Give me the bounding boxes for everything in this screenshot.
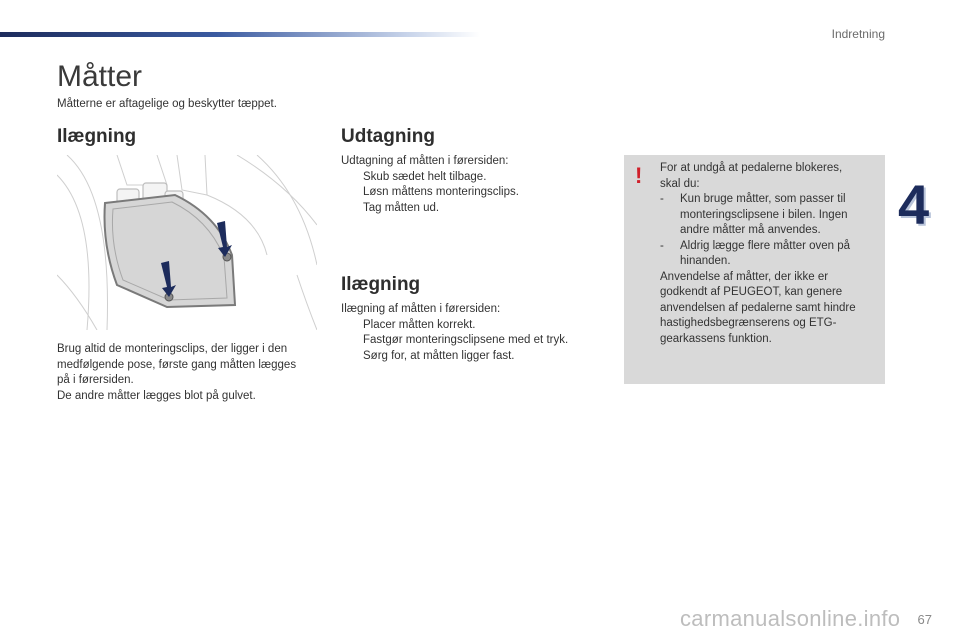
note-line: skal du:	[660, 177, 700, 190]
step-item	[341, 201, 611, 217]
note-item	[660, 239, 878, 270]
watermark: carmanualsonline.info	[680, 606, 901, 631]
note-line: For at undgå at pedalerne blokeres,	[660, 162, 843, 174]
install-caption	[57, 342, 322, 404]
caption-line: på i førersiden.	[57, 374, 134, 386]
warning-note	[624, 155, 885, 384]
note-line: hastighedsbegrænserens og ETG-	[660, 317, 837, 329]
note-item-line: hinanden.	[680, 255, 731, 267]
note-line: anvendelsen af pedalerne samt hindre	[660, 301, 856, 314]
dash-marker: -	[660, 193, 664, 205]
step-item	[341, 333, 611, 349]
note-line: Anvendelse af måtter, der ikke er	[660, 270, 829, 283]
step-item	[341, 185, 611, 201]
step-text: Sørg for, at måtten ligger fast.	[363, 349, 515, 362]
page-title: Måtter	[57, 60, 143, 93]
page-number: 67	[917, 612, 932, 627]
dash-marker: -	[660, 239, 664, 252]
caption-line: Brug altid de monteringsclips, der ligger i den	[57, 343, 288, 355]
floor-mat-illustration	[57, 155, 317, 330]
removal-section	[341, 154, 611, 216]
step-text: Tag måtten ud.	[363, 201, 440, 214]
section-label: Indretning	[831, 27, 885, 41]
caption-line: De andre måtter lægges blot på gulvet.	[57, 389, 256, 402]
page-intro: Måtterne er aftagelige og beskytter tæppet.	[57, 98, 277, 110]
step-item	[341, 170, 611, 186]
caption-line: medfølgende pose, første gang måtten lægges	[57, 358, 297, 371]
install-section	[341, 302, 611, 364]
header-accent-bar	[0, 32, 480, 37]
note-item-line: monteringsclipsene i bilen. Ingen	[680, 208, 848, 221]
step-item	[341, 349, 611, 365]
note-item-line: andre måtter må anvendes.	[680, 224, 821, 236]
heading-install: Ilægning	[341, 274, 421, 295]
step-text: Fastgør monteringsclipsene med et tryk.	[363, 334, 569, 346]
warning-text	[660, 161, 878, 347]
chapter-number: 4	[898, 173, 930, 236]
heading-install-left: Ilægning	[57, 126, 137, 147]
step-text: Skub sædet helt tilbage.	[363, 170, 487, 183]
step-item	[341, 318, 611, 334]
warning-icon: !	[635, 163, 643, 188]
install-lead: Ilægning af måtten i førersiden:	[341, 303, 501, 315]
note-item	[660, 192, 878, 239]
removal-lead: Udtagning af måtten i førersiden:	[341, 155, 509, 167]
note-line: godkendt af PEUGEOT, kan genere	[660, 286, 843, 298]
note-item-line: Kun bruge måtter, som passer til	[680, 193, 846, 205]
note-item-line: Aldrig lægge flere måtter oven på	[680, 239, 851, 252]
heading-removal: Udtagning	[341, 126, 435, 147]
note-line: gearkassens funktion.	[660, 332, 772, 345]
step-text: Løsn måttens monteringsclips.	[363, 186, 519, 198]
step-text: Placer måtten korrekt.	[363, 318, 476, 331]
